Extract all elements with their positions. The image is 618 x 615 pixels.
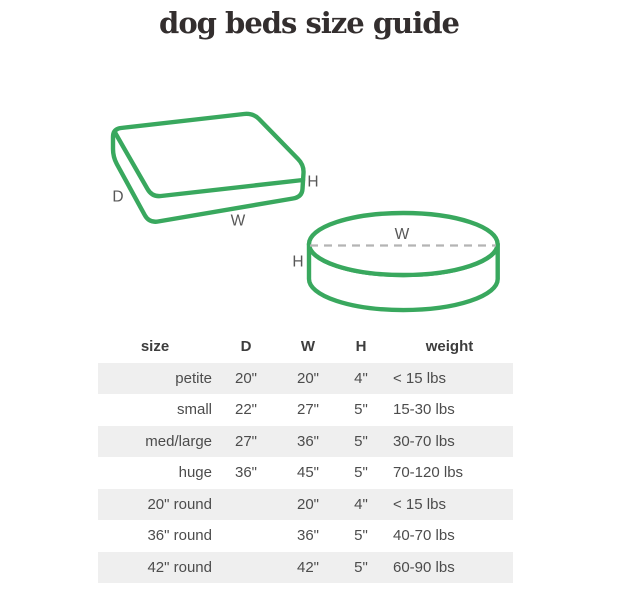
cell-width: 42" [296,558,319,576]
cell-weight: 70-120 lbs [393,464,464,482]
cell-depth: 27" [234,432,257,450]
header-size: size [140,337,170,355]
rect-bed-depth-label: D [112,188,124,206]
cell-width: 20" [296,369,319,387]
table-row-petite [98,363,513,395]
bed-diagrams-svg [80,85,520,330]
cell-weight: 30-70 lbs [393,432,455,450]
table-row-36-round [98,520,513,552]
header-height: H [355,337,367,355]
cell-depth: 22" [234,401,257,419]
cylinder-top-shape [309,213,498,275]
mattress-outline-shape [113,114,304,222]
round-bed-illustration [292,213,497,310]
rect-bed-width-label: W [230,212,246,230]
cell-depth: 36" [234,464,257,482]
cell-width: 20" [296,495,319,513]
rect-bed-height-label: H [307,173,319,191]
cell-width: 36" [296,432,319,450]
cell-height: 5" [354,432,368,450]
cell-size: 20" round [147,495,212,513]
size-table [98,330,513,583]
rectangular-bed-illustration [112,114,318,230]
cell-size: 42" round [147,558,212,576]
table-row-huge [98,457,513,489]
round-bed-width-label: W [394,226,410,243]
cell-size: med/large [145,432,212,450]
cell-weight: 40-70 lbs [393,527,455,545]
cell-size: huge [178,464,212,482]
table-row-small [98,394,513,426]
bed-diagrams [80,85,520,330]
cell-width: 27" [296,401,319,419]
cell-height: 4" [354,495,368,513]
header-depth: D [240,337,252,355]
cell-weight: 60-90 lbs [393,558,455,576]
cell-weight: < 15 lbs [393,495,446,513]
page-title: dog beds size guide [159,6,459,40]
cell-height: 5" [354,527,368,545]
table-row-20-round [98,489,513,521]
cell-height: 4" [354,369,368,387]
header-width: W [300,337,316,355]
cell-width: 36" [296,527,319,545]
table-header-row [98,330,513,363]
cell-weight: 15-30 lbs [393,401,455,419]
cell-depth: 20" [234,369,257,387]
table-row-42-round [98,552,513,584]
cell-height: 5" [354,558,368,576]
cell-size: 36" round [147,527,212,545]
cell-size: petite [175,369,212,387]
cell-height: 5" [354,401,368,419]
cell-size: small [176,401,212,419]
cell-height: 5" [354,464,368,482]
round-bed-height-label: H [292,253,304,271]
cell-weight: < 15 lbs [393,369,446,387]
table-row-med-large [98,426,513,458]
header-weight: weight [425,337,474,355]
cell-width: 45" [296,464,319,482]
